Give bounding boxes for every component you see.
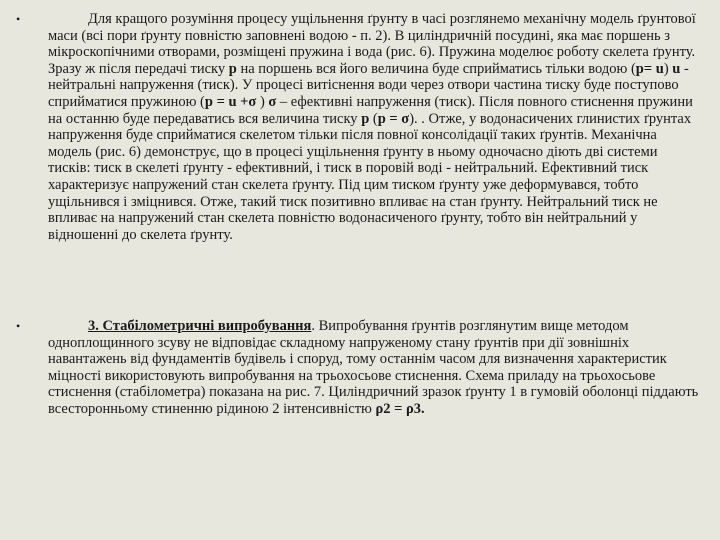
bullet-icon: • [16,12,21,26]
formula-p-eq-u-plus-sigma: p = u +σ [204,93,257,110]
text-segment: ( [369,110,378,127]
var-sigma: σ [268,93,277,110]
text-segment: ) [256,93,269,110]
var-u: u [672,60,681,77]
text-segment: ). . Отже, у водонасичених глинистих ґрунтах напруження буде сприйматися скелетом тільки після повної консолідації таких ґрунтів. Механічна модель (рис. 6) демонструє, що в процесі ущільнення ґрунту в ньому одночасно діють дві системи тисків: тиск в скелеті ґрунту - ефективний, і тиск в поровій воді - нейтральний. Ефективний тиск характеризує напружений стан скелета ґрунту. Під цим тиском ґрунту уже деформувався, тобто ущільнився і зміцнився. Отже, такий тиск позитивно впливає на стан ґрунту. Нейтральний тиск не впливає на напружений стан скелета повністю водонасиченого ґрунту, тобто він нейтральний у відношенні до скелета ґрунту. [48,110,692,243]
text-segment: Для кращого розуміння процесу ущільнення ґрунту в часі розглянемо механічну модель ґрунтової маси (всі пори ґрунту повністю заповнені водою - п. 2). В циліндричній посудині, яка має поршень з мікроскопічними отворами, розміщені пружина і вода (рис. 6). Пружина моделює роботу скелета ґрунту. Зразу ж після передачі тиску [48,11,696,77]
bullet-icon: • [16,319,21,333]
text-segment: ) [663,60,673,77]
formula-p-eq-u: p= u [635,60,664,77]
paragraph-text [48,318,702,418]
text-segment: - нейтральні напруження (тиск). У процесі витіснення води через отвори частина тиску буде поступово сприйматися пружиною ( [48,60,689,110]
text-segment: . Випробування ґрунтів розглянутим вище методом одноплощинного зсуву не відповідає складному напруженому стану ґрунтів при дії зовнішніх навантажень від фундаментів будівель і споруд, тому останнім часом для визначення характеристик міцності використовують випробування на трьохосьове стиснення. Схема приладу на трьохосьове стиснення (стабілометра) показана на рис. 7. Циліндричний зразок ґрунту 1 в гумовій оболонці піддають всесторонньому стиненню рідиною 2 інтенсивністю [48,318,699,417]
section-heading: 3. Стабілометричні випробування [88,318,312,334]
paragraph-text [48,11,702,243]
bullet-paragraph-consolidation-model [16,11,702,243]
bullet-paragraph-stabilometric-tests [16,318,702,418]
formula-p-eq-sigma: p = σ [377,110,410,127]
var-p-2: p [361,110,370,127]
text-segment: – ефективні напруження (тиск). Після повного стиснення пружини на останню буде передаватись вся величина тиску [48,93,693,127]
var-p: p [228,60,237,77]
text-segment: на поршень вся його величина буде сприйматись тільки водою ( [236,60,636,77]
formula-rho: ρ2 = ρ3. [375,400,425,417]
